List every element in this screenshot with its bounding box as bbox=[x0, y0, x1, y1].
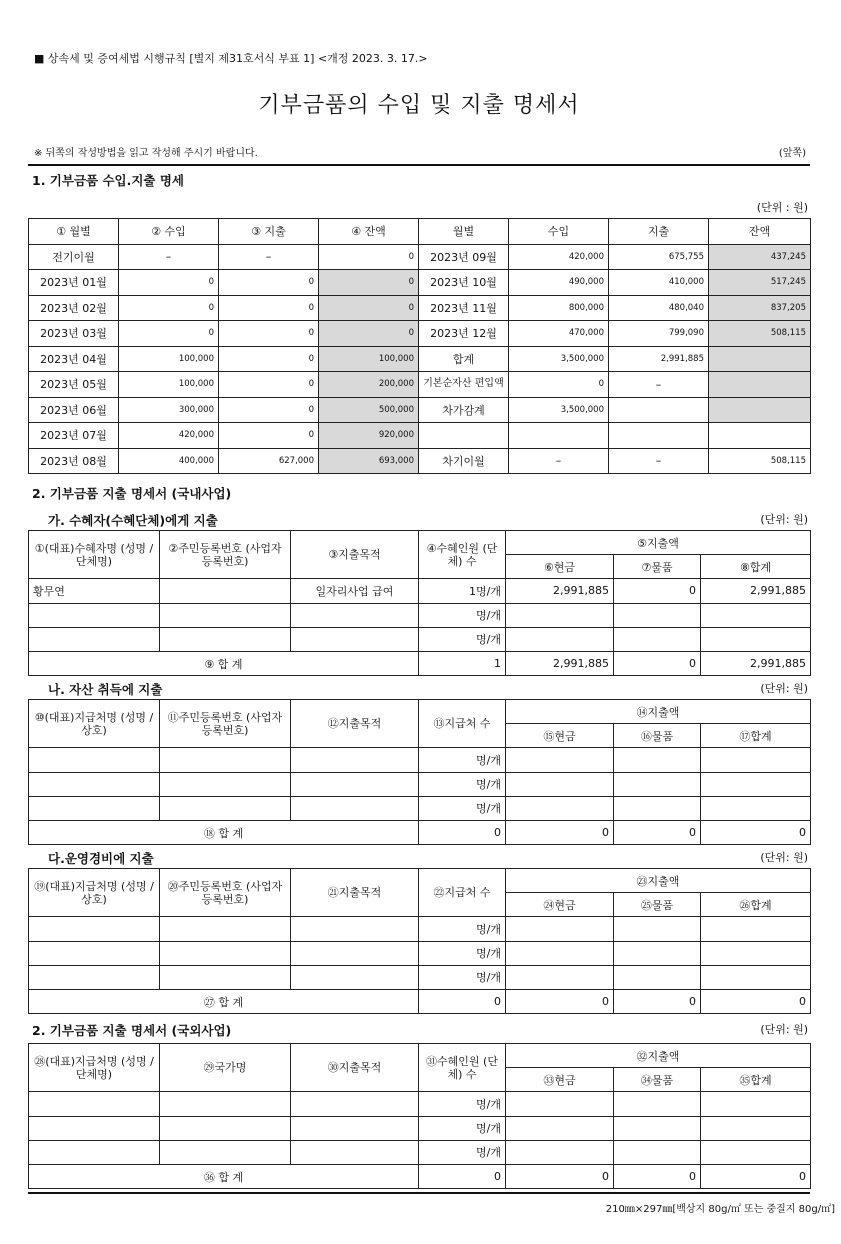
balance-cell-2 bbox=[709, 372, 811, 398]
goods-cell bbox=[614, 748, 701, 772]
registration-number-cell bbox=[160, 772, 291, 796]
table-header-row bbox=[29, 219, 811, 245]
month-cell: 2023년 03월 bbox=[29, 321, 119, 347]
expense-cell-2: – bbox=[609, 372, 709, 398]
cash-cell bbox=[506, 796, 614, 820]
count-header: ④수혜인원 (단체) 수 bbox=[419, 531, 506, 579]
goods-cell bbox=[614, 796, 701, 820]
expense-cell-2: 2,991,885 bbox=[609, 346, 709, 372]
purpose-cell bbox=[291, 1092, 419, 1116]
col-month: ① 월별 bbox=[29, 219, 119, 245]
table-row bbox=[29, 372, 811, 398]
registration-number-cell bbox=[160, 965, 291, 989]
total-count: 0 bbox=[419, 820, 506, 844]
income-cell-2: 470,000 bbox=[509, 321, 609, 347]
month-cell: 2023년 01월 bbox=[29, 270, 119, 296]
total-label: ⑱ 합 계 bbox=[29, 820, 419, 844]
expense-cell: 0 bbox=[219, 423, 319, 449]
balance-cell: 0 bbox=[319, 244, 419, 270]
income-cell-2: 420,000 bbox=[509, 244, 609, 270]
purpose-header: ㉚지출목적 bbox=[291, 1044, 419, 1092]
goods-cell bbox=[614, 627, 701, 651]
law-reference: ■ 상속세 및 증여세법 시행규칙 [별지 제31호서식 부표 1] <개정 2023. 3. 17.> bbox=[34, 52, 428, 65]
purpose-cell bbox=[291, 796, 419, 820]
total-sum: 0 bbox=[701, 1164, 811, 1188]
sum-cell bbox=[701, 796, 811, 820]
registration-number-cell bbox=[160, 603, 291, 627]
balance-cell-2 bbox=[709, 423, 811, 449]
table-row bbox=[29, 1140, 811, 1164]
expense-cell: 627,000 bbox=[219, 448, 319, 474]
count-cell: 명/개 bbox=[419, 1140, 506, 1164]
income-cell: 0 bbox=[119, 321, 219, 347]
section2-da-unit: (단위: 원) bbox=[760, 851, 808, 864]
section1-title: 1. 기부금품 수입.지출 명세 bbox=[32, 173, 185, 188]
month-cell-2: 2023년 11월 bbox=[419, 295, 509, 321]
table-row bbox=[29, 941, 811, 965]
cash-cell bbox=[506, 1140, 614, 1164]
sum-cell bbox=[701, 627, 811, 651]
balance-cell-2: 437,245 bbox=[709, 244, 811, 270]
cash-cell bbox=[506, 772, 614, 796]
month-cell: 전기이월 bbox=[29, 244, 119, 270]
purpose-cell: 일자리사업 급여 bbox=[291, 579, 419, 603]
sum-cell bbox=[701, 917, 811, 941]
table-row bbox=[29, 448, 811, 474]
purpose-cell bbox=[291, 917, 419, 941]
purpose-cell bbox=[291, 748, 419, 772]
table-row bbox=[29, 627, 811, 651]
total-cash: 0 bbox=[506, 989, 614, 1013]
expense-cell-2 bbox=[609, 423, 709, 449]
purpose-cell bbox=[291, 941, 419, 965]
sum-cell bbox=[701, 1092, 811, 1116]
expense-cell: 0 bbox=[219, 346, 319, 372]
registration-number-header: ㉙국가명 bbox=[160, 1044, 291, 1092]
income-cell: 300,000 bbox=[119, 397, 219, 423]
total-row bbox=[29, 1164, 811, 1188]
expense-cell-2: 675,755 bbox=[609, 244, 709, 270]
count-cell: 명/개 bbox=[419, 917, 506, 941]
header-row bbox=[29, 700, 811, 724]
cash-cell bbox=[506, 1092, 614, 1116]
income-cell: 400,000 bbox=[119, 448, 219, 474]
paper-spec: 210㎜×297㎜[백상지 80g/㎡ 또는 중질지 80g/㎡] bbox=[605, 1204, 835, 1215]
table-row bbox=[29, 579, 811, 603]
income-cell: 0 bbox=[119, 295, 219, 321]
balance-cell: 693,000 bbox=[319, 448, 419, 474]
sum-cell bbox=[701, 772, 811, 796]
count-cell: 명/개 bbox=[419, 965, 506, 989]
col-income: ② 수입 bbox=[119, 219, 219, 245]
registration-number-cell bbox=[160, 796, 291, 820]
sum-cell bbox=[701, 1140, 811, 1164]
expense-cell-2: – bbox=[609, 448, 709, 474]
income-cell-2: 800,000 bbox=[509, 295, 609, 321]
sum-header: ㉟합계 bbox=[701, 1068, 811, 1092]
header-row bbox=[29, 531, 811, 555]
income-cell: – bbox=[119, 244, 219, 270]
cash-header: ⑮현금 bbox=[506, 724, 614, 748]
balance-cell: 0 bbox=[319, 321, 419, 347]
cash-cell bbox=[506, 627, 614, 651]
purpose-header: ⑫지출목적 bbox=[291, 700, 419, 748]
col-month-2: 월별 bbox=[419, 219, 509, 245]
purpose-cell bbox=[291, 1116, 419, 1140]
goods-header: ⑯물품 bbox=[614, 724, 701, 748]
sum-cell bbox=[701, 941, 811, 965]
purpose-cell bbox=[291, 603, 419, 627]
balance-cell: 500,000 bbox=[319, 397, 419, 423]
purpose-cell bbox=[291, 627, 419, 651]
table-row bbox=[29, 603, 811, 627]
registration-number-cell bbox=[160, 917, 291, 941]
payee-name-header: ㉘(대표)지급처명 (성명 / 단체명) bbox=[29, 1044, 160, 1092]
month-cell: 2023년 08월 bbox=[29, 448, 119, 474]
col-income-2: 수입 bbox=[509, 219, 609, 245]
goods-header: ㉞물품 bbox=[614, 1068, 701, 1092]
table-row bbox=[29, 295, 811, 321]
total-cash: 0 bbox=[506, 820, 614, 844]
total-sum: 2,991,885 bbox=[701, 651, 811, 675]
table-row bbox=[29, 748, 811, 772]
top-rule bbox=[28, 164, 810, 166]
goods-header: ⑦물품 bbox=[614, 555, 701, 579]
income-expense-table bbox=[28, 218, 811, 474]
col-balance: ④ 잔액 bbox=[319, 219, 419, 245]
cash-header: ㉔현금 bbox=[506, 893, 614, 917]
sum-header: ㉖합계 bbox=[701, 893, 811, 917]
count-header: ㉛수혜인원 (단체) 수 bbox=[419, 1044, 506, 1092]
table-row bbox=[29, 917, 811, 941]
payee-name-cell bbox=[29, 796, 160, 820]
amount-header: ㉓지출액 bbox=[506, 869, 811, 893]
total-label: ⑨ 합 계 bbox=[29, 651, 419, 675]
purpose-cell bbox=[291, 1140, 419, 1164]
table-row bbox=[29, 1116, 811, 1140]
sum-cell bbox=[701, 965, 811, 989]
goods-cell: 0 bbox=[614, 579, 701, 603]
income-cell: 100,000 bbox=[119, 372, 219, 398]
purpose-header: ③지출목적 bbox=[291, 531, 419, 579]
balance-cell-2 bbox=[709, 346, 811, 372]
payee-name-cell bbox=[29, 748, 160, 772]
total-sum: 0 bbox=[701, 820, 811, 844]
income-cell-2: 3,500,000 bbox=[509, 346, 609, 372]
income-cell: 100,000 bbox=[119, 346, 219, 372]
month-cell-2: 차가감계 bbox=[419, 397, 509, 423]
count-header: ⑬지급처 수 bbox=[419, 700, 506, 748]
amount-header: ㉜지출액 bbox=[506, 1044, 811, 1068]
expense-cell: 0 bbox=[219, 372, 319, 398]
total-row bbox=[29, 989, 811, 1013]
goods-cell bbox=[614, 1092, 701, 1116]
count-cell: 명/개 bbox=[419, 1116, 506, 1140]
cash-cell bbox=[506, 603, 614, 627]
cash-cell bbox=[506, 1116, 614, 1140]
section2-ga-title: 가. 수혜자(수혜단체)에게 지출 bbox=[48, 513, 218, 528]
income-cell: 420,000 bbox=[119, 423, 219, 449]
col-balance-2: 잔액 bbox=[709, 219, 811, 245]
registration-number-cell bbox=[160, 627, 291, 651]
header-row bbox=[29, 1044, 811, 1068]
payee-name-cell bbox=[29, 1092, 160, 1116]
sum-header: ⑰합계 bbox=[701, 724, 811, 748]
total-label: ㉗ 합 계 bbox=[29, 989, 419, 1013]
purpose-cell bbox=[291, 965, 419, 989]
income-cell-2: 0 bbox=[509, 372, 609, 398]
registration-number-header: ⑳주민등록번호 (사업자등록번호) bbox=[160, 869, 291, 917]
section2-na-title: 나. 자산 취득에 지출 bbox=[48, 682, 163, 697]
expense-cell: 0 bbox=[219, 270, 319, 296]
income-cell-2: – bbox=[509, 448, 609, 474]
goods-cell bbox=[614, 941, 701, 965]
payee-name-cell: 황무연 bbox=[29, 579, 160, 603]
sum-cell: 2,991,885 bbox=[701, 579, 811, 603]
payee-name-header: ①(대표)수혜자명 (성명 / 단체명) bbox=[29, 531, 160, 579]
table-row bbox=[29, 244, 811, 270]
payee-name-cell bbox=[29, 603, 160, 627]
balance-cell-2: 837,205 bbox=[709, 295, 811, 321]
registration-number-header: ⑪주민등록번호 (사업자등록번호) bbox=[160, 700, 291, 748]
count-cell: 명/개 bbox=[419, 941, 506, 965]
amount-header: ⑤지출액 bbox=[506, 531, 811, 555]
table-row bbox=[29, 346, 811, 372]
payee-name-header: ⑲(대표)지급처명 (성명 / 상호) bbox=[29, 869, 160, 917]
registration-number-cell bbox=[160, 1092, 291, 1116]
balance-cell: 200,000 bbox=[319, 372, 419, 398]
total-sum: 0 bbox=[701, 989, 811, 1013]
section3-title: 2. 기부금품 지출 명세서 (국외사업) bbox=[32, 1023, 232, 1038]
payee-name-cell bbox=[29, 965, 160, 989]
payee-name-cell bbox=[29, 772, 160, 796]
registration-number-cell bbox=[160, 579, 291, 603]
col-expense-2: 지출 bbox=[609, 219, 709, 245]
expense-cell-2: 410,000 bbox=[609, 270, 709, 296]
count-cell: 명/개 bbox=[419, 796, 506, 820]
count-cell: 명/개 bbox=[419, 1092, 506, 1116]
cash-cell: 2,991,885 bbox=[506, 579, 614, 603]
payee-name-cell bbox=[29, 1116, 160, 1140]
balance-cell: 0 bbox=[319, 295, 419, 321]
sum-cell bbox=[701, 1116, 811, 1140]
header-row bbox=[29, 869, 811, 893]
balance-cell: 0 bbox=[319, 270, 419, 296]
income-cell-2: 490,000 bbox=[509, 270, 609, 296]
form-title: 기부금품의 수입 및 지출 명세서 bbox=[258, 93, 580, 118]
cash-cell bbox=[506, 917, 614, 941]
total-cash: 0 bbox=[506, 1164, 614, 1188]
purpose-cell bbox=[291, 772, 419, 796]
operating-table bbox=[28, 868, 811, 1014]
registration-number-cell bbox=[160, 1140, 291, 1164]
month-cell-2: 2023년 10월 bbox=[419, 270, 509, 296]
cash-cell bbox=[506, 748, 614, 772]
bottom-rule bbox=[28, 1192, 810, 1194]
expense-cell-2 bbox=[609, 397, 709, 423]
total-goods: 0 bbox=[614, 1164, 701, 1188]
total-row bbox=[29, 651, 811, 675]
page-side: (앞쪽) bbox=[778, 148, 806, 159]
expense-cell-2: 480,040 bbox=[609, 295, 709, 321]
table-row bbox=[29, 270, 811, 296]
month-cell-2 bbox=[419, 423, 509, 449]
total-count: 0 bbox=[419, 1164, 506, 1188]
count-cell: 명/개 bbox=[419, 748, 506, 772]
sum-cell bbox=[701, 748, 811, 772]
count-cell: 1명/개 bbox=[419, 579, 506, 603]
section2-ga-unit: (단위: 원) bbox=[760, 513, 808, 526]
expense-cell-2: 799,090 bbox=[609, 321, 709, 347]
balance-cell-2: 508,115 bbox=[709, 321, 811, 347]
col-expense: ③ 지출 bbox=[219, 219, 319, 245]
registration-number-header: ②주민등록번호 (사업자등록번호) bbox=[160, 531, 291, 579]
goods-header: ㉕물품 bbox=[614, 893, 701, 917]
expense-cell: 0 bbox=[219, 295, 319, 321]
registration-number-cell bbox=[160, 748, 291, 772]
table-row bbox=[29, 1092, 811, 1116]
payee-name-cell bbox=[29, 917, 160, 941]
overseas-table bbox=[28, 1043, 811, 1189]
month-cell-2: 차기이월 bbox=[419, 448, 509, 474]
expense-cell: 0 bbox=[219, 321, 319, 347]
count-cell: 명/개 bbox=[419, 627, 506, 651]
month-cell: 2023년 06월 bbox=[29, 397, 119, 423]
total-cash: 2,991,885 bbox=[506, 651, 614, 675]
total-count: 1 bbox=[419, 651, 506, 675]
beneficiary-table bbox=[28, 530, 811, 676]
count-cell: 명/개 bbox=[419, 603, 506, 627]
balance-cell: 920,000 bbox=[319, 423, 419, 449]
month-cell: 2023년 04월 bbox=[29, 346, 119, 372]
count-cell: 명/개 bbox=[419, 772, 506, 796]
expense-cell: 0 bbox=[219, 397, 319, 423]
registration-number-cell bbox=[160, 941, 291, 965]
goods-cell bbox=[614, 1116, 701, 1140]
total-goods: 0 bbox=[614, 820, 701, 844]
total-count: 0 bbox=[419, 989, 506, 1013]
amount-header: ⑭지출액 bbox=[506, 700, 811, 724]
section3-unit: (단위: 원) bbox=[760, 1023, 808, 1036]
section2-na-unit: (단위: 원) bbox=[760, 682, 808, 695]
income-cell: 0 bbox=[119, 270, 219, 296]
sum-header: ⑧합계 bbox=[701, 555, 811, 579]
payee-name-cell bbox=[29, 627, 160, 651]
table-row bbox=[29, 423, 811, 449]
month-cell-2: 합계 bbox=[419, 346, 509, 372]
goods-cell bbox=[614, 603, 701, 627]
table-row bbox=[29, 796, 811, 820]
month-cell-2: 기본순자산 편입액 bbox=[419, 372, 509, 398]
cash-header: ⑥현금 bbox=[506, 555, 614, 579]
goods-cell bbox=[614, 772, 701, 796]
balance-cell: 100,000 bbox=[319, 346, 419, 372]
month-cell-2: 2023년 09월 bbox=[419, 244, 509, 270]
registration-number-cell bbox=[160, 1116, 291, 1140]
balance-cell-2 bbox=[709, 397, 811, 423]
total-label: ㊱ 합 계 bbox=[29, 1164, 419, 1188]
section1-unit: (단위 : 원) bbox=[756, 201, 808, 214]
total-goods: 0 bbox=[614, 989, 701, 1013]
table-row bbox=[29, 772, 811, 796]
month-cell: 2023년 02월 bbox=[29, 295, 119, 321]
asset-table bbox=[28, 699, 811, 845]
total-goods: 0 bbox=[614, 651, 701, 675]
goods-cell bbox=[614, 965, 701, 989]
month-cell: 2023년 07월 bbox=[29, 423, 119, 449]
month-cell: 2023년 05월 bbox=[29, 372, 119, 398]
section2-title: 2. 기부금품 지출 명세서 (국내사업) bbox=[32, 486, 232, 501]
purpose-header: ㉑지출목적 bbox=[291, 869, 419, 917]
payee-name-header: ⑩(대표)지급처명 (성명 / 상호) bbox=[29, 700, 160, 748]
expense-cell: – bbox=[219, 244, 319, 270]
income-cell-2 bbox=[509, 423, 609, 449]
total-row bbox=[29, 820, 811, 844]
count-header: ㉒지급처 수 bbox=[419, 869, 506, 917]
cash-header: ㉝현금 bbox=[506, 1068, 614, 1092]
goods-cell bbox=[614, 917, 701, 941]
sum-cell bbox=[701, 603, 811, 627]
payee-name-cell bbox=[29, 941, 160, 965]
goods-cell bbox=[614, 1140, 701, 1164]
table-row bbox=[29, 321, 811, 347]
month-cell-2: 2023년 12월 bbox=[419, 321, 509, 347]
table-row bbox=[29, 397, 811, 423]
cash-cell bbox=[506, 965, 614, 989]
instruction-note: ※ 뒤쪽의 작성방법을 읽고 작성해 주시기 바랍니다. bbox=[34, 148, 258, 159]
cash-cell bbox=[506, 941, 614, 965]
balance-cell-2: 517,245 bbox=[709, 270, 811, 296]
table-row bbox=[29, 965, 811, 989]
payee-name-cell bbox=[29, 1140, 160, 1164]
balance-cell-2: 508,115 bbox=[709, 448, 811, 474]
income-cell-2: 3,500,000 bbox=[509, 397, 609, 423]
section2-da-title: 다.운영경비에 지출 bbox=[48, 851, 154, 866]
